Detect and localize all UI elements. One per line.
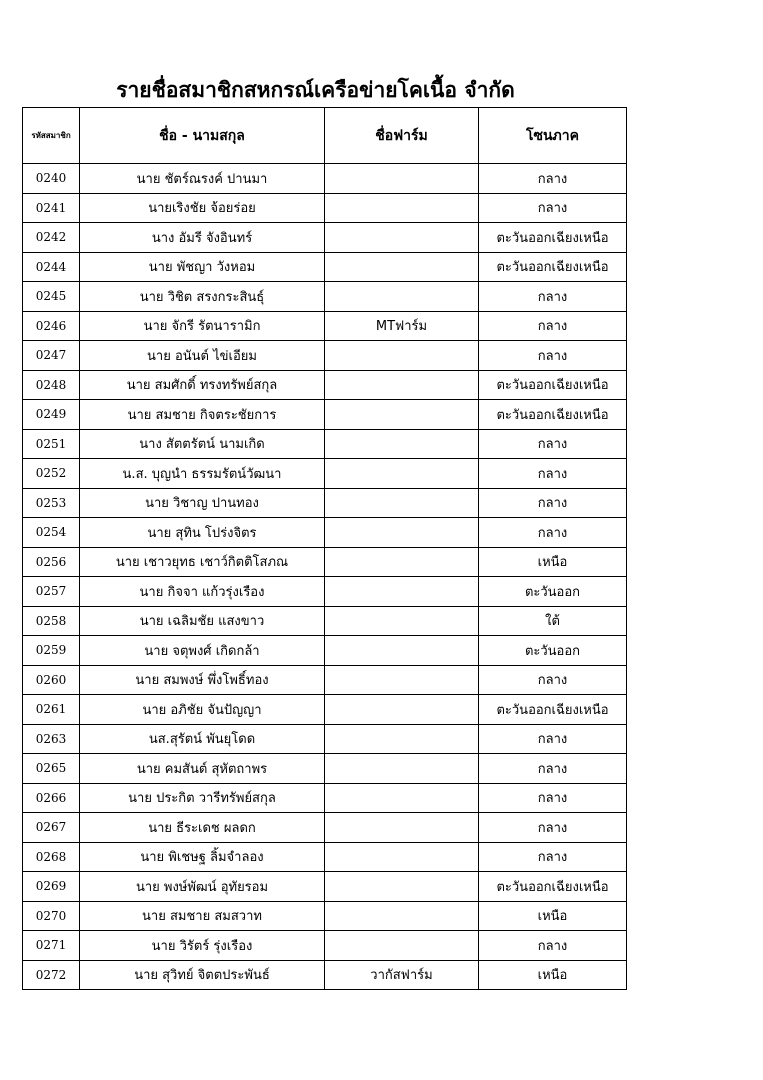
cell-member-id: 0265 [23,754,80,784]
cell-farm [325,429,479,459]
table-header-row [23,108,627,164]
cell-farm [325,842,479,872]
cell-member-id: 0271 [23,931,80,961]
table-row [23,429,627,459]
cell-zone: กลาง [479,783,627,813]
table-row [23,547,627,577]
cell-zone: เหนือ [479,901,627,931]
cell-name: นาย สมชาย กิจตระชัยการ [80,400,325,430]
cell-zone: กลาง [479,341,627,371]
cell-zone: กลาง [479,518,627,548]
cell-farm [325,341,479,371]
cell-member-id: 0258 [23,606,80,636]
table-row [23,813,627,843]
cell-farm [325,606,479,636]
cell-farm: วากัสฟาร์ม [325,960,479,990]
cell-zone: กลาง [479,842,627,872]
cell-farm [325,164,479,194]
cell-farm [325,223,479,253]
cell-zone: กลาง [479,429,627,459]
cell-zone: ตะวันออกเฉียงเหนือ [479,695,627,725]
cell-farm [325,488,479,518]
cell-zone: ตะวันออกเฉียงเหนือ [479,252,627,282]
cell-farm [325,252,479,282]
cell-zone: กลาง [479,724,627,754]
cell-name: นาย วิชิต สรงกระสินธุ์ [80,282,325,312]
cell-name: นส.สุรัตน์ พันยุโดด [80,724,325,754]
cell-farm [325,783,479,813]
cell-zone: กลาง [479,193,627,223]
cell-member-id: 0242 [23,223,80,253]
cell-zone: กลาง [479,282,627,312]
cell-farm [325,754,479,784]
members-table [22,107,627,990]
cell-farm [325,577,479,607]
table-row [23,282,627,312]
cell-zone: ตะวันออกเฉียงเหนือ [479,400,627,430]
cell-name: นาย สมศักดิ์ ทรงทรัพย์สกุล [80,370,325,400]
cell-member-id: 0257 [23,577,80,607]
cell-farm [325,547,479,577]
cell-name: นาย คมสันต์ สุหัตถาพร [80,754,325,784]
page-title [0,76,627,104]
cell-name: นาย สุทิน โปร่งจิตร [80,518,325,548]
cell-farm [325,282,479,312]
cell-member-id: 0256 [23,547,80,577]
cell-member-id: 0268 [23,842,80,872]
cell-zone: กลาง [479,931,627,961]
table-row [23,370,627,400]
cell-name: นาง อัมรี จังอินทร์ [80,223,325,253]
cell-farm [325,695,479,725]
cell-member-id: 0272 [23,960,80,990]
cell-farm [325,931,479,961]
cell-farm [325,872,479,902]
table-row [23,724,627,754]
cell-name: นาย พงษ์พัฒน์ อุทัยรอม [80,872,325,902]
cell-farm [325,813,479,843]
cell-name: นาย ประกิต วารีทรัพย์สกุล [80,783,325,813]
cell-member-id: 0259 [23,636,80,666]
table-row [23,872,627,902]
cell-name: นาย เฉลิมชัย แสงขาว [80,606,325,636]
cell-farm [325,400,479,430]
cell-farm [325,665,479,695]
table-row [23,311,627,341]
cell-name: นาย สุวิทย์ จิตตประพันธ์ [80,960,325,990]
header-member-id: รหัสสมาชิก [23,108,80,164]
table-row [23,665,627,695]
cell-member-id: 0253 [23,488,80,518]
cell-member-id: 0246 [23,311,80,341]
cell-farm [325,459,479,489]
table-row [23,636,627,666]
cell-name: นายเริงชัย จ้อยร่อย [80,193,325,223]
table-row [23,754,627,784]
cell-name: น.ส. บุญนำ ธรรมรัตน์วัฒนา [80,459,325,489]
cell-member-id: 0254 [23,518,80,548]
cell-zone: ตะวันออก [479,636,627,666]
cell-member-id: 0248 [23,370,80,400]
cell-zone: ตะวันออกเฉียงเหนือ [479,872,627,902]
cell-member-id: 0241 [23,193,80,223]
table-row [23,577,627,607]
cell-name: นาย พิเชษฐ ลิ้มจำลอง [80,842,325,872]
cell-member-id: 0249 [23,400,80,430]
cell-name: นาย สมพงษ์ พึ่งโพธิ์ทอง [80,665,325,695]
cell-zone: ตะวันออก [479,577,627,607]
cell-zone: กลาง [479,311,627,341]
cell-zone: เหนือ [479,960,627,990]
cell-name: นาง สัตตรัตน์ นามเกิด [80,429,325,459]
cell-member-id: 0270 [23,901,80,931]
cell-member-id: 0240 [23,164,80,194]
cell-zone: กลาง [479,665,627,695]
cell-zone: ตะวันออกเฉียงเหนือ [479,370,627,400]
cell-member-id: 0269 [23,872,80,902]
cell-farm [325,193,479,223]
table-row [23,223,627,253]
cell-name: นาย จักรี รัตนารามิก [80,311,325,341]
cell-member-id: 0245 [23,282,80,312]
header-name: ชื่อ - นามสกุล [80,108,325,164]
table-row [23,606,627,636]
table-row [23,193,627,223]
cell-member-id: 0260 [23,665,80,695]
cell-name: นาย กิจจา แก้วรุ่งเรือง [80,577,325,607]
cell-farm [325,901,479,931]
cell-name: นาย จตุพงศ์ เกิดกล้า [80,636,325,666]
table-row [23,960,627,990]
table-row [23,252,627,282]
table-row [23,459,627,489]
cell-zone: กลาง [479,754,627,784]
cell-member-id: 0252 [23,459,80,489]
table-row [23,695,627,725]
cell-member-id: 0244 [23,252,80,282]
cell-name: นาย ชัตร์ณรงค์ ปานมา [80,164,325,194]
cell-name: นาย อภิชัย จันปัญญา [80,695,325,725]
cell-name: นาย อนันต์ ไข่เอียม [80,341,325,371]
table-row [23,783,627,813]
cell-zone: กลาง [479,164,627,194]
cell-zone: กลาง [479,488,627,518]
cell-zone: ตะวันออกเฉียงเหนือ [479,223,627,253]
cell-name: นาย วิรัตร์ รุ่งเรือง [80,931,325,961]
cell-name: นาย สมชาย สมสวาท [80,901,325,931]
cell-member-id: 0261 [23,695,80,725]
cell-farm [325,636,479,666]
cell-member-id: 0263 [23,724,80,754]
cell-zone: กลาง [479,459,627,489]
cell-name: นาย วิชาญ ปานทอง [80,488,325,518]
table-row [23,164,627,194]
cell-farm [325,724,479,754]
table-row [23,341,627,371]
table-row [23,901,627,931]
cell-name: นาย เชาวยุทธ เชาว์กิตติโสภณ [80,547,325,577]
cell-member-id: 0251 [23,429,80,459]
cell-farm [325,370,479,400]
cell-farm: MTฟาร์ม [325,311,479,341]
table-row [23,488,627,518]
header-zone: โซนภาค [479,108,627,164]
page-title-text: รายชื่อสมาชิกสหกรณ์เครือข่ายโคเนื้อ จำกัด [116,78,515,102]
table-row [23,931,627,961]
cell-zone: ใต้ [479,606,627,636]
table-row [23,518,627,548]
cell-member-id: 0247 [23,341,80,371]
table-row [23,842,627,872]
cell-zone: กลาง [479,813,627,843]
cell-member-id: 0267 [23,813,80,843]
header-farm: ชื่อฟาร์ม [325,108,479,164]
cell-farm [325,518,479,548]
members-table-body [23,164,627,990]
cell-zone: เหนือ [479,547,627,577]
cell-member-id: 0266 [23,783,80,813]
cell-name: นาย ธีระเดช ผลดก [80,813,325,843]
cell-name: นาย พัชญา วังหอม [80,252,325,282]
table-row [23,400,627,430]
